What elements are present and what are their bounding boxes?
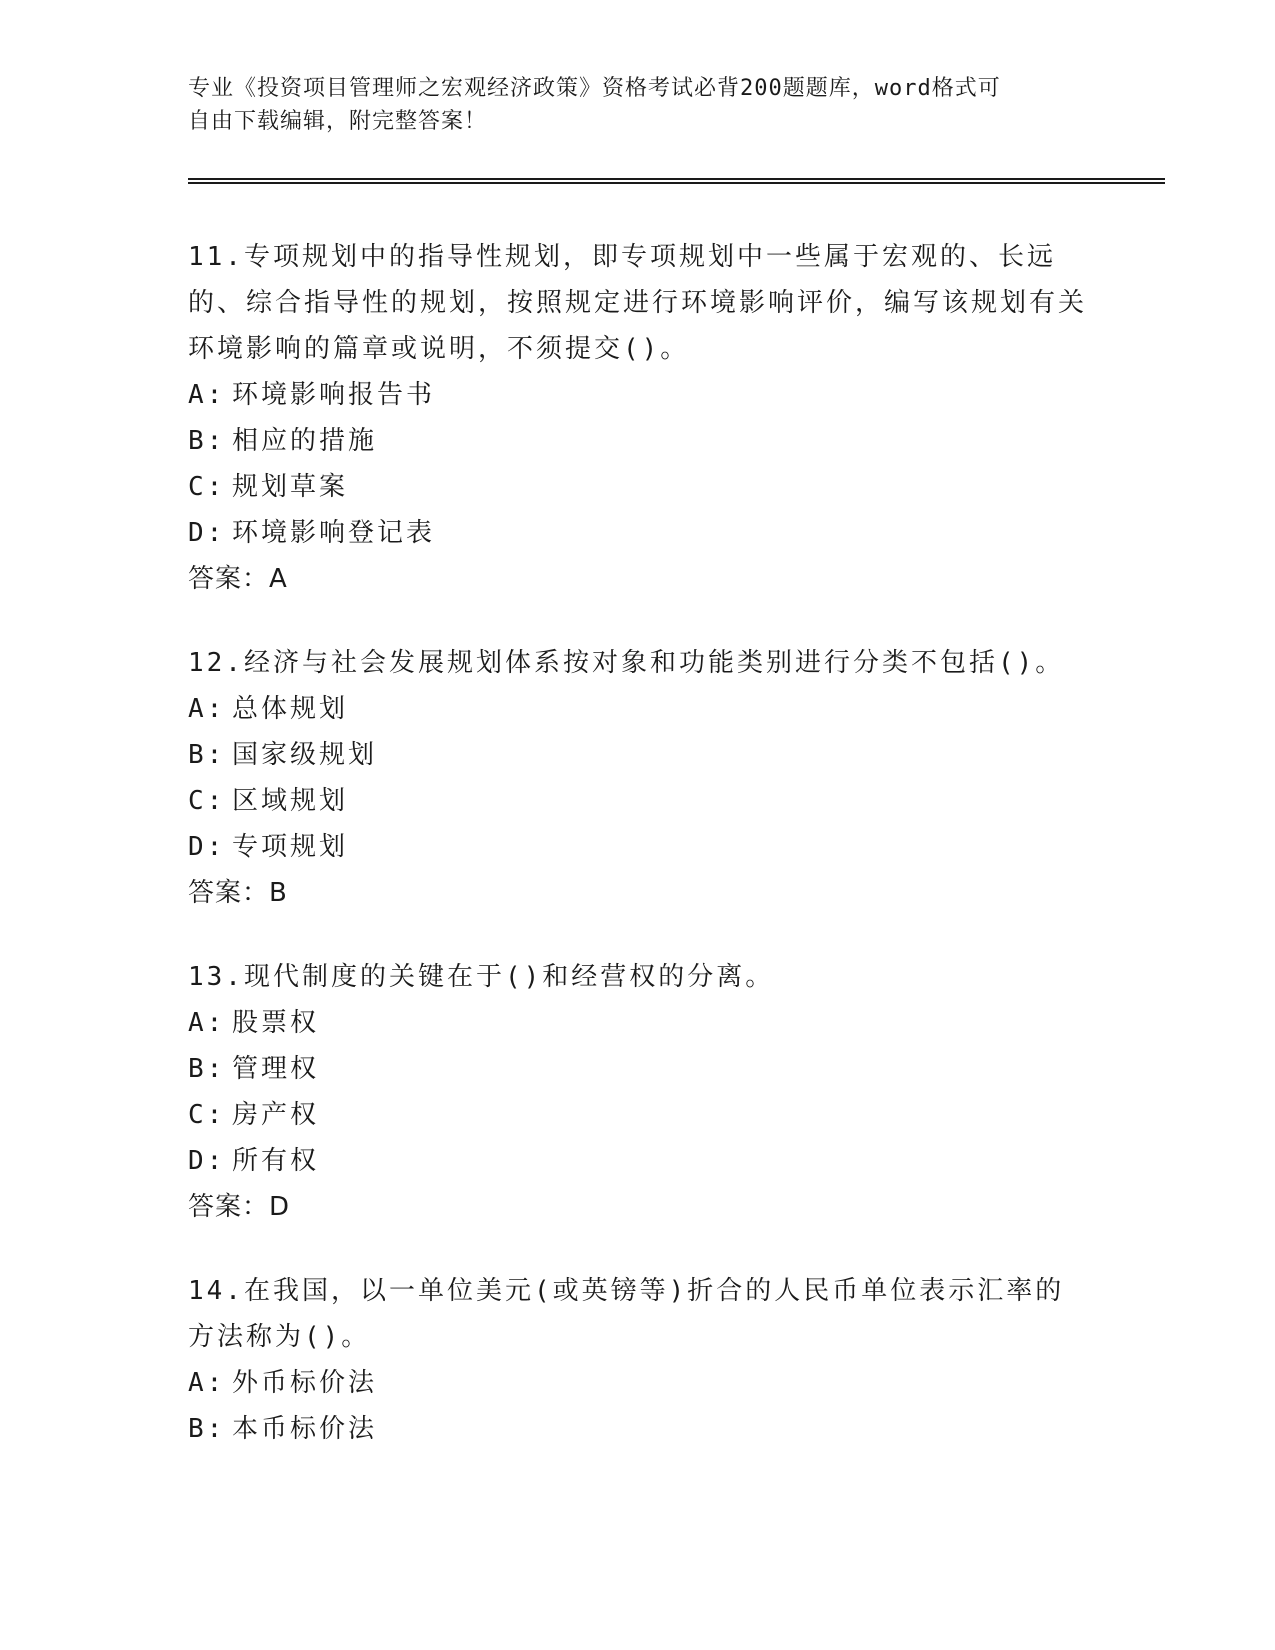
option-key: C: bbox=[188, 472, 226, 502]
answer-line: 答案：B bbox=[188, 878, 288, 908]
option-text: 房产权 bbox=[232, 1100, 320, 1130]
option-text: 规划草案 bbox=[232, 472, 349, 502]
option-text: 股票权 bbox=[232, 1008, 320, 1038]
answer-line: 答案：D bbox=[188, 1192, 291, 1222]
answer-line: 答案：A bbox=[188, 564, 288, 594]
option-c bbox=[188, 464, 1088, 510]
option-key: B: bbox=[188, 1414, 226, 1444]
option-b bbox=[188, 1046, 1088, 1092]
question-13 bbox=[188, 954, 1088, 1230]
option-key: C: bbox=[188, 1100, 226, 1130]
option-text: 区域规划 bbox=[232, 786, 349, 816]
question-14 bbox=[188, 1268, 1088, 1452]
option-key: A: bbox=[188, 1368, 226, 1398]
question-stem: 14.在我国，以一单位美元(或英镑等)折合的人民币单位表示汇率的方法称为()。 bbox=[188, 1276, 1065, 1352]
option-d bbox=[188, 1138, 1088, 1184]
option-b bbox=[188, 732, 1088, 778]
option-key: A: bbox=[188, 380, 226, 410]
option-key: B: bbox=[188, 740, 226, 770]
option-key: D: bbox=[188, 832, 226, 862]
option-c bbox=[188, 778, 1088, 824]
header-line-2: 自由下载编辑，附完整答案！ bbox=[188, 109, 488, 134]
option-key: B: bbox=[188, 426, 226, 456]
header-line-1: 专业《投资项目管理师之宏观经济政策》资格考试必背200题题库，word格式可 bbox=[188, 76, 1001, 101]
option-text: 专项规划 bbox=[232, 832, 349, 862]
option-b bbox=[188, 1406, 1088, 1452]
question-12 bbox=[188, 640, 1088, 916]
option-text: 外币标价法 bbox=[232, 1368, 378, 1398]
option-a bbox=[188, 1360, 1088, 1406]
option-d bbox=[188, 510, 1088, 556]
option-text: 相应的措施 bbox=[232, 426, 378, 456]
option-a bbox=[188, 372, 1088, 418]
option-key: C: bbox=[188, 786, 226, 816]
header-double-rule bbox=[188, 178, 1165, 184]
option-b bbox=[188, 418, 1088, 464]
option-key: B: bbox=[188, 1054, 226, 1084]
option-text: 总体规划 bbox=[232, 694, 349, 724]
option-d bbox=[188, 824, 1088, 870]
option-key: D: bbox=[188, 518, 226, 548]
option-text: 环境影响登记表 bbox=[232, 518, 436, 548]
option-text: 所有权 bbox=[232, 1146, 320, 1176]
document-header bbox=[188, 72, 1088, 138]
option-text: 本币标价法 bbox=[232, 1414, 378, 1444]
option-a bbox=[188, 686, 1088, 732]
option-key: A: bbox=[188, 1008, 226, 1038]
question-stem: 11.专项规划中的指导性规划，即专项规划中一些属于宏观的、长远的、综合指导性的规划，按照规定进行环境影响评价，编写该规划有关环境影响的篇章或说明，不须提交()。 bbox=[188, 242, 1088, 364]
option-key: A: bbox=[188, 694, 226, 724]
option-text: 环境影响报告书 bbox=[232, 380, 436, 410]
option-text: 国家级规划 bbox=[232, 740, 378, 770]
question-list bbox=[188, 234, 1088, 1490]
option-a bbox=[188, 1000, 1088, 1046]
option-key: D: bbox=[188, 1146, 226, 1176]
question-stem: 12.经济与社会发展规划体系按对象和功能类别进行分类不包括()。 bbox=[188, 648, 1065, 678]
question-11 bbox=[188, 234, 1088, 602]
question-stem: 13.现代制度的关键在于()和经营权的分离。 bbox=[188, 962, 775, 992]
option-c bbox=[188, 1092, 1088, 1138]
option-text: 管理权 bbox=[232, 1054, 320, 1084]
